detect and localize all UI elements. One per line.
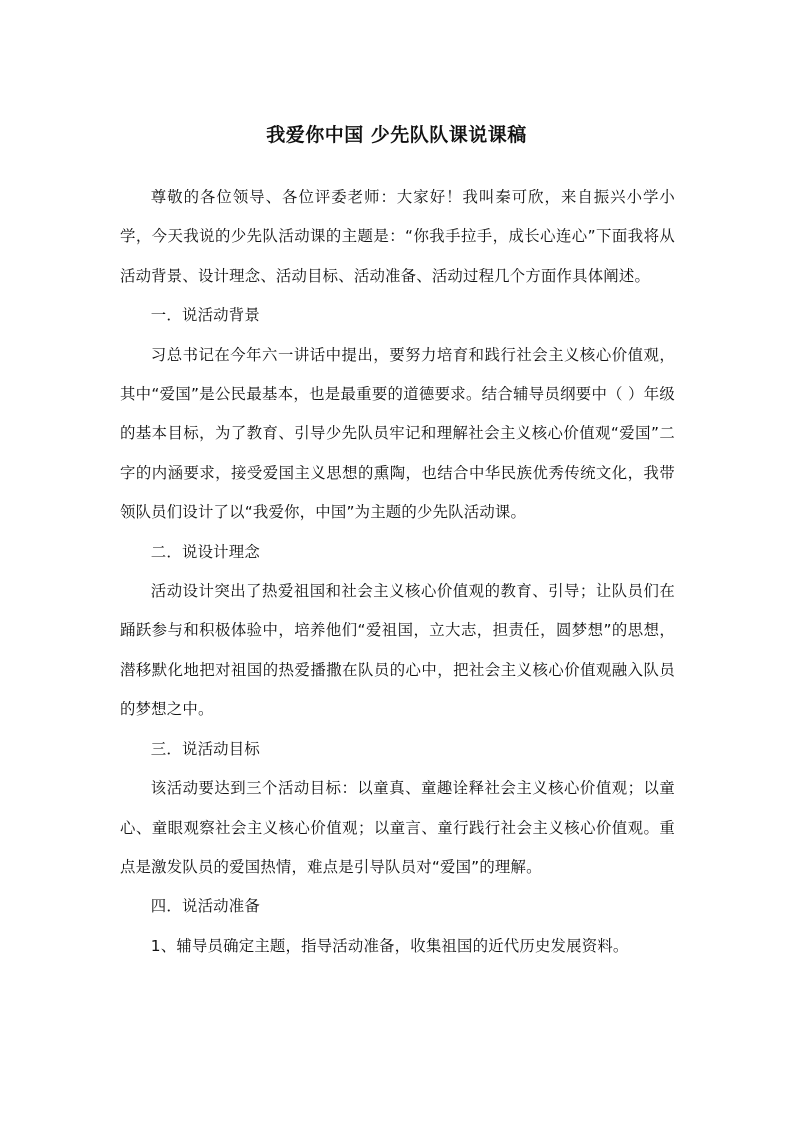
document-title: 我爱你中国 少先队队课说课稿	[266, 124, 527, 146]
document-body	[120, 178, 675, 966]
section-heading-preparation: 四．说活动准备	[150, 897, 260, 916]
section-heading-objectives: 三．说活动目标	[150, 739, 260, 758]
preparation-item-1: 1、辅导员确定主题，指导活动准备，收集祖国的近代历史发展资料。	[150, 936, 629, 955]
intro-paragraph: 尊敬的各位领导、各位评委老师：大家好！我叫秦可欣，来自振兴小学小学，今天我说的少先队活动课的主题是：“你我手拉手，成长心连心”下面我将从活动背景、设计理念、活动目标、活动准备、活动过程几个方面作具体阐述。	[120, 188, 675, 285]
objectives-paragraph: 该活动要达到三个活动目标：以童真、童趣诠释社会主义核心价值观；以童心、童眼观察社会主义核心价值观；以童言、童行践行社会主义核心价值观。重点是激发队员的爱国热情，难点是引导队员对“爱国”的理解。	[120, 779, 675, 876]
background-paragraph: 习总书记在今年六一讲话中提出，要努力培育和践行社会主义核心价值观，其中“爱国”是公民最基本，也是最重要的道德要求。结合辅导员纲要中（ ）年级的基本目标，为了教育、引导少先队员牢记和理解社会主义核心价值观“爱国”二字的内涵要求，接受爱国主义思想的熏陶，也结合中华民族优秀传统文化，我带领队员们设计了以“我爱你，中国”为主题的少先队活动课。	[120, 345, 675, 522]
section-heading-design-concept: 二．说设计理念	[150, 542, 260, 561]
design-concept-paragraph: 活动设计突出了热爱祖国和社会主义核心价值观的教育、引导；让队员们在踊跃参与和积极体验中，培养他们“爱祖国，立大志，担责任，圆梦想”的思想，潜移默化地把对祖国的热爱播撒在队员的心中，把社会主义核心价值观融入队员的梦想之中。	[120, 582, 675, 719]
section-heading-background: 一．说活动背景	[150, 306, 260, 325]
